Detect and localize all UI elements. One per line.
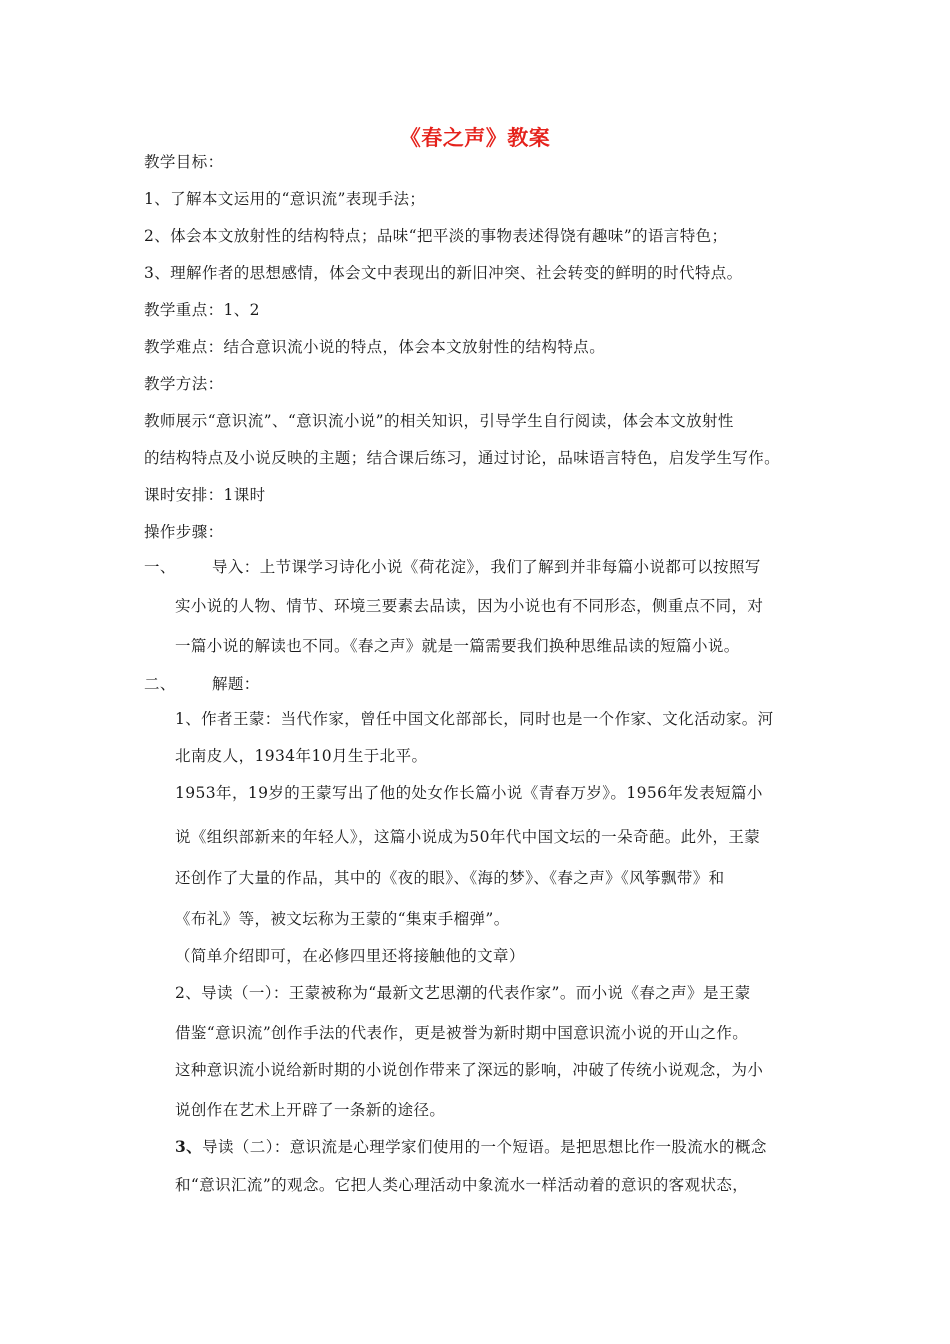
author-intro-line-2: 北南皮人，1934年10月生于北平。: [175, 747, 428, 765]
objective-item-1: 1、了解本文运用的“意识流”表现手法；: [144, 190, 426, 208]
step-marker-2: 二、: [144, 675, 176, 693]
objective-item-2: 2、体会本文放射性的结构特点；品味“把平淡的事物表述得饶有趣味”的语言特色；: [144, 227, 728, 245]
class-hours: 课时安排：1课时: [144, 486, 266, 504]
guide-2-number: 3、: [175, 1137, 203, 1156]
section-heading-steps: 操作步骤：: [144, 523, 224, 541]
guide-1-line-3: 这种意识流小说给新时期的小说创作带来了深远的影响，冲破了传统小说观念，为小: [175, 1061, 764, 1079]
author-works-line-1: 1953年，19岁的王蒙写出了他的处女作长篇小说《青春万岁》。1956年发表短篇小: [175, 784, 763, 802]
guide-1-line-4: 说创作在艺术上开辟了一条新的途径。: [175, 1101, 446, 1119]
section-heading-methods: 教学方法：: [144, 375, 224, 393]
author-intro-line-1: 1、作者王蒙：当代作家，曾任中国文化部部长，同时也是一个作家、文化活动家。河: [175, 710, 774, 728]
author-works-line-4: 《布礼》等，被文坛称为王蒙的“集束手榴弹”。: [175, 910, 510, 928]
key-points: 教学重点：1、2: [144, 301, 260, 319]
author-works-line-3: 还创作了大量的作品，其中的《夜的眼》、《海的梦》、《春之声》《风筝飘带》和: [175, 869, 725, 887]
objective-item-3: 3、理解作者的思想感情，体会文中表现出的新旧冲突、社会转变的鲜明的时代特点。: [144, 264, 743, 282]
author-works-line-2: 说《组织部新来的年轻人》，这篇小说成为50年代中国文坛的一朵奇葩。此外，王蒙: [175, 828, 761, 846]
guide-2-line-1: [175, 1137, 767, 1157]
difficult-points: 教学难点：结合意识流小说的特点，体会本文放射性的结构特点。: [144, 338, 606, 356]
guide-1-line-2: 借鉴“意识流”创作手法的代表作，更是被誉为新时期中国意识流小说的开山之作。: [175, 1024, 749, 1042]
step-1-line-1: 导入：上节课学习诗化小说《荷花淀》，我们了解到并非每篇小说都可以按照写: [212, 558, 761, 576]
guide-2-line-2: 和“意识汇流”的观念。它把人类心理活动中象流水一样活动着的意识的客观状态，: [175, 1176, 749, 1194]
methods-text-line-1: 教师展示“意识流”、“意识流小说”的相关知识，引导学生自行阅读，体会本文放射性: [144, 412, 734, 430]
step-marker-1: 一、: [144, 558, 176, 576]
document-title: 《春之声》教案: [399, 125, 551, 150]
guide-1-line-1: 2、导读（一）：王蒙被称为“最新文艺思潮的代表作家”。而小说《春之声》是王蒙: [175, 984, 751, 1002]
step-1-line-3: 一篇小说的解读也不同。《春之声》就是一篇需要我们换种思维品读的短篇小说。: [175, 637, 740, 655]
step-1-line-2: 实小说的人物、情节、环境三要素去品读，因为小说也有不同形态，侧重点不同，对: [175, 597, 764, 615]
methods-text-line-2: 的结构特点及小说反映的主题；结合课后练习，通过讨论，品味语言特色，启发学生写作。: [144, 449, 781, 467]
step-2-heading: 解题：: [212, 675, 260, 693]
guide-2-line-1-text: 导读（二）：意识流是心理学家们使用的一个短语。是把思想比作一股流水的概念: [202, 1138, 767, 1156]
author-note: （简单介绍即可，在必修四里还将接触他的文章）: [175, 947, 525, 965]
section-heading-objectives: 教学目标：: [144, 153, 224, 171]
